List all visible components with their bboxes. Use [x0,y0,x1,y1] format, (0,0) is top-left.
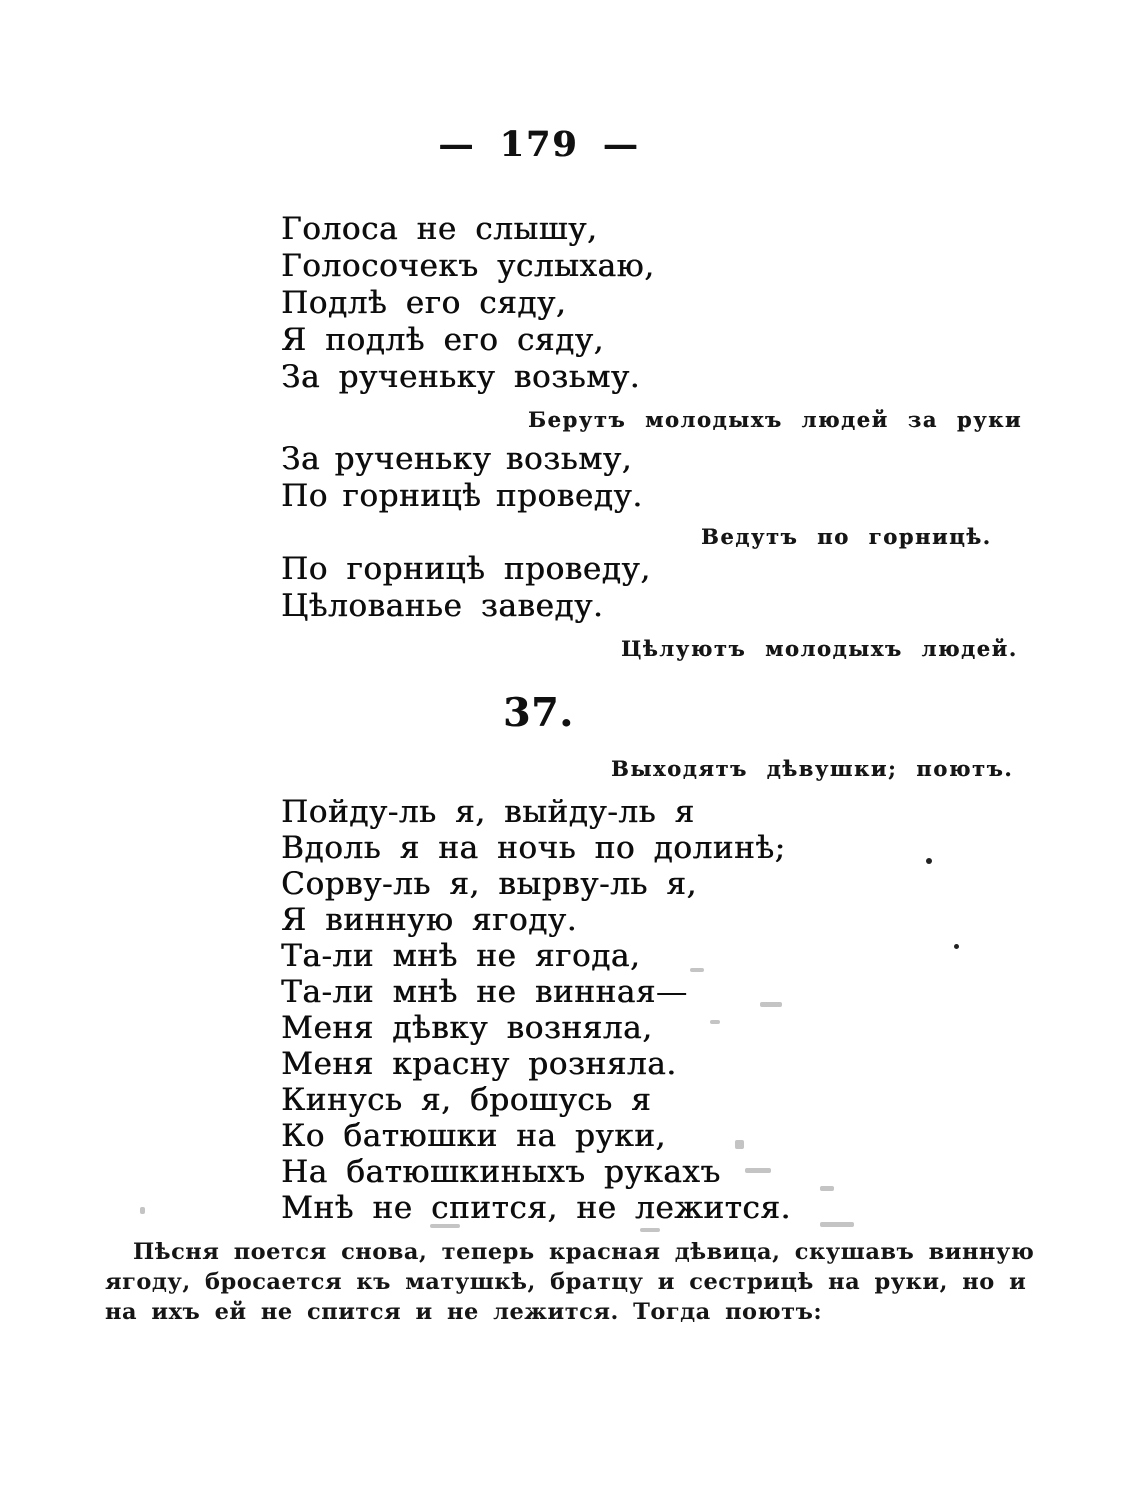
footnote-line: Пѣсня поется снова, теперь красная дѣвица, скушавъ винную [133,1239,1035,1265]
scan-smudge [140,1207,145,1214]
scan-smudge [820,1222,854,1227]
poem-line: Подлѣ его сяду, [281,285,567,321]
poem-line: Пойду-ль я, выйду-ль я [281,794,695,830]
stage-direction: Берутъ молодыхъ людей за руки [528,407,1023,432]
scan-speck [954,944,959,949]
scan-smudge [735,1140,744,1149]
poem-line: Меня красну розняла. [281,1046,677,1082]
poem-line: Голосочекъ услыхаю, [281,248,655,284]
scan-smudge [640,1228,660,1232]
scan-speck [926,858,932,864]
page-number: — 179 — [438,124,640,165]
poem-line: Сорву-ль я, вырву-ль я, [281,866,697,902]
song-number: 37. [503,690,574,736]
poem-line: За рученьку возьму. [281,359,641,395]
poem-line: Меня дѣвку возняла, [281,1010,653,1046]
poem-line: Та-ли мнѣ не винная— [281,974,688,1010]
stage-direction: Цѣлуютъ молодыхъ людей. [621,636,1018,661]
scan-smudge [745,1168,771,1173]
poem-line: Цѣлованье заведу. [281,588,604,624]
poem-line: Та-ли мнѣ не ягода, [281,938,641,974]
scan-smudge [710,1020,720,1024]
stage-direction: Ведутъ по горницѣ. [701,524,992,549]
poem-line: Мнѣ не спится, не лежится. [281,1190,791,1226]
poem-line: Вдоль я на ночь по долинѣ; [281,830,786,866]
poem-line: По горницѣ проведу, [281,551,651,587]
poem-line: Кинусь я, брошусь я [281,1082,652,1118]
scan-smudge [690,968,704,972]
stage-direction: Выходятъ дѣвушки; поютъ. [611,756,1014,781]
scan-smudge [760,1002,782,1007]
poem-line: На батюшкиныхъ рукахъ [281,1154,721,1190]
poem-line: Я винную ягоду. [281,902,578,938]
poem-line: По горницѣ проведу. [281,478,643,514]
scan-smudge [430,1224,460,1228]
footnote-line: ягоду, бросается къ матушкѣ, братцу и сестрицѣ на руки, но и [105,1269,1027,1295]
footnote-line: на ихъ ей не спится и не лежится. Тогда поютъ: [105,1299,823,1325]
poem-line: Я подлѣ его сяду, [281,322,604,358]
poem-line: Голоса не слышу, [281,211,598,247]
scan-smudge [820,1186,834,1191]
poem-line: Ко батюшки на руки, [281,1118,666,1154]
poem-line: За рученьку возьму, [281,441,633,477]
